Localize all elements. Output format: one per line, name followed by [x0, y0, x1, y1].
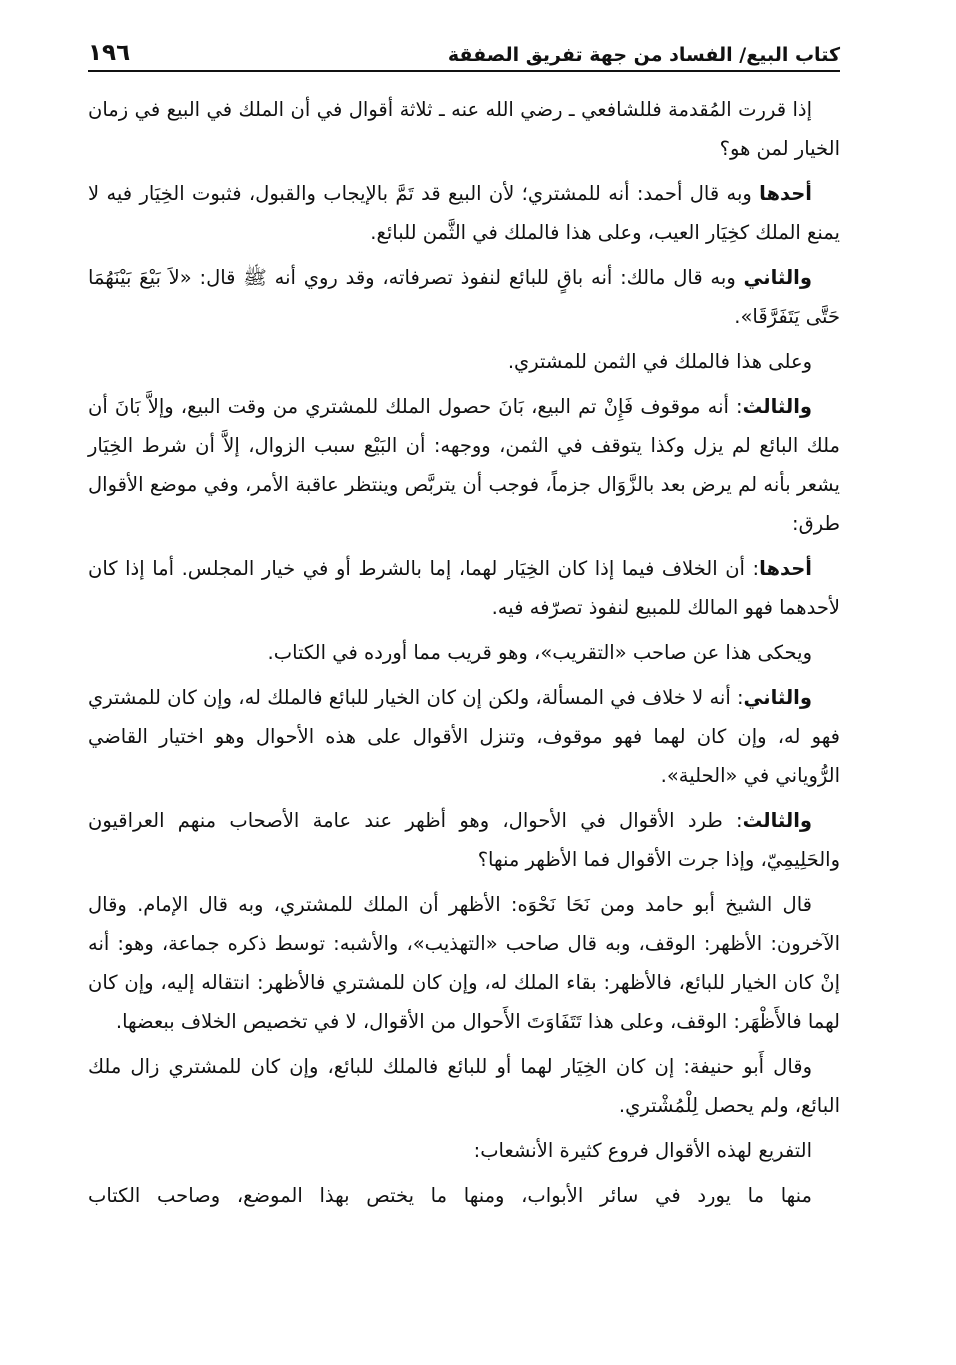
paragraph-text: إذا قررت المُقدمة فللشافعي ـ رضي الله عنه ـ ثلاثة أقوال في أن الملك في البيع في زمان الخيار لمن هو؟: [88, 98, 840, 160]
paragraph-text: : أنه موقوف فَإِنْ تم البيع، بَانَ حصول الملك للمشتري من وقت البيع، وإلاَّ بَانَ أن ملك البائع لم يزل وكذا يتوقف في الثمن، ووجهه: أن البَيْع سبب الزوال، إلاَّ أن شرط الخِيَار يشعر بأنه لم يرض بعد بالزَّوَال جزماً، فوجب أن يتربَّص وينتظر عاقبة الأمر، وفي موضع الأقوال طرق:: [88, 395, 840, 535]
document-page: [88, 26, 840, 1346]
paragraph: [88, 885, 840, 1041]
paragraph-lead: والثاني: [743, 266, 812, 289]
paragraph-text: : أن الخلاف فيما إذا كان الخِيَار لهما، إما بالشرط أو في خيار المجلس. أما إذا كان لأحدهما فهو المالك للمبيع لنفوذ تصرّفه فيه.: [88, 557, 840, 619]
paragraph-lead: والثالث: [742, 809, 812, 832]
paragraph-text: قال الشيخ أبو حامد ومن نَحَا نَحْوَه: الأظهر أن الملك للمشتري، وبه قال الإمام. وقال الآخرون: الأظهر: الوقف، وبه قال صاحب «التهذيب»، والأشبه: توسط ذكره جماعة، وهو: أنه إنْ كان الخيار للبائع، فالأظهر: بقاء الملك له، وإن كان للمشتري فالأظهر: انتقاله إليه، وإن كان لهما فالأَظْهَر: الوقف، وعلى هذا تَتَفَاوَتَ الأَحوال من الأقوال، لا في تخصيص الخلاف ببعضها.: [88, 893, 840, 1033]
paragraph: [88, 678, 840, 795]
paragraph-text: وقال أَبو حنيفة: إن كان الخِيَار لهما أو للبائع فالملك للبائع، وإن كان للمشتري زال ملك البائع، ولم يحصل لِلْمُشْتري.: [88, 1055, 840, 1117]
page-header: [88, 26, 840, 72]
paragraph: [88, 174, 840, 252]
paragraph-text: منها ما يورد في سائر الأبواب، ومنها ما يختص بهذا الموضع، وصاحب الكتاب: [88, 1184, 812, 1207]
paragraph-lead: أحدها: [759, 557, 812, 580]
paragraph: [88, 258, 840, 336]
paragraph-text: وبه قال أحمد: أنه للمشتري؛ لأن البيع قد تَمَّ بالإيجاب والقبول، فثبوت الخِيَار فيه لا يمنع الملك كخِيَار العيب، وعلى هذا فالملك في الثَّمن للبائع.: [88, 182, 840, 244]
paragraph: [88, 1047, 840, 1125]
paragraph: [88, 90, 840, 168]
paragraph-text: : أنه لا خلاف في المسألة، ولكن إن كان الخيار للبائع فالملك له، وإن كان للمشتري فهو له، وإن كان لهما فهو موقوف، وتنزل الأقوال على هذه الأحوال وهو اختيار القاضي الرُّوياني في «الحلية».: [88, 686, 840, 787]
paragraph: [88, 549, 840, 627]
paragraph: [88, 387, 840, 543]
paragraph: [88, 1176, 840, 1215]
paragraph-text: ويحكى هذا عن صاحب «التقريب»، وهو قريب مما أورده في الكتاب.: [267, 641, 812, 664]
paragraph: [88, 801, 840, 879]
running-title: كتاب البيع/ الفساد من جهة تفريق الصفقة: [447, 44, 840, 66]
paragraph-text: وعلى هذا فالملك في الثمن للمشتري.: [507, 350, 812, 373]
page-number: ١٩٦: [88, 40, 131, 66]
body-text: [88, 90, 840, 1215]
paragraph-lead: والثاني: [743, 686, 812, 709]
paragraph-text: وبه قال مالك: أنه باقٍ للبائع لنفوذ تصرفاته، وقد روي أنه ﷺ قال: «لاَ بَيْعَ بَيْنَهُمَا حَتَّى يَتَفَرَّقَا».: [88, 266, 840, 328]
paragraph-lead: والثالث: [742, 395, 812, 418]
paragraph-text: التفريع لهذه الأقوال فروع كثيرة الأنشعاب:: [473, 1139, 812, 1162]
paragraph: [88, 633, 840, 672]
paragraph-text: : طرد الأقوال في الأحوال، وهو أظهر عند عامة الأصحاب منهم العراقيون والحَلِيمِيّ، وإذا جرت الأقوال فما الأظهر منها؟: [88, 809, 840, 871]
paragraph-lead: أحدها: [759, 182, 812, 205]
paragraph: [88, 342, 840, 381]
paragraph: [88, 1131, 840, 1170]
